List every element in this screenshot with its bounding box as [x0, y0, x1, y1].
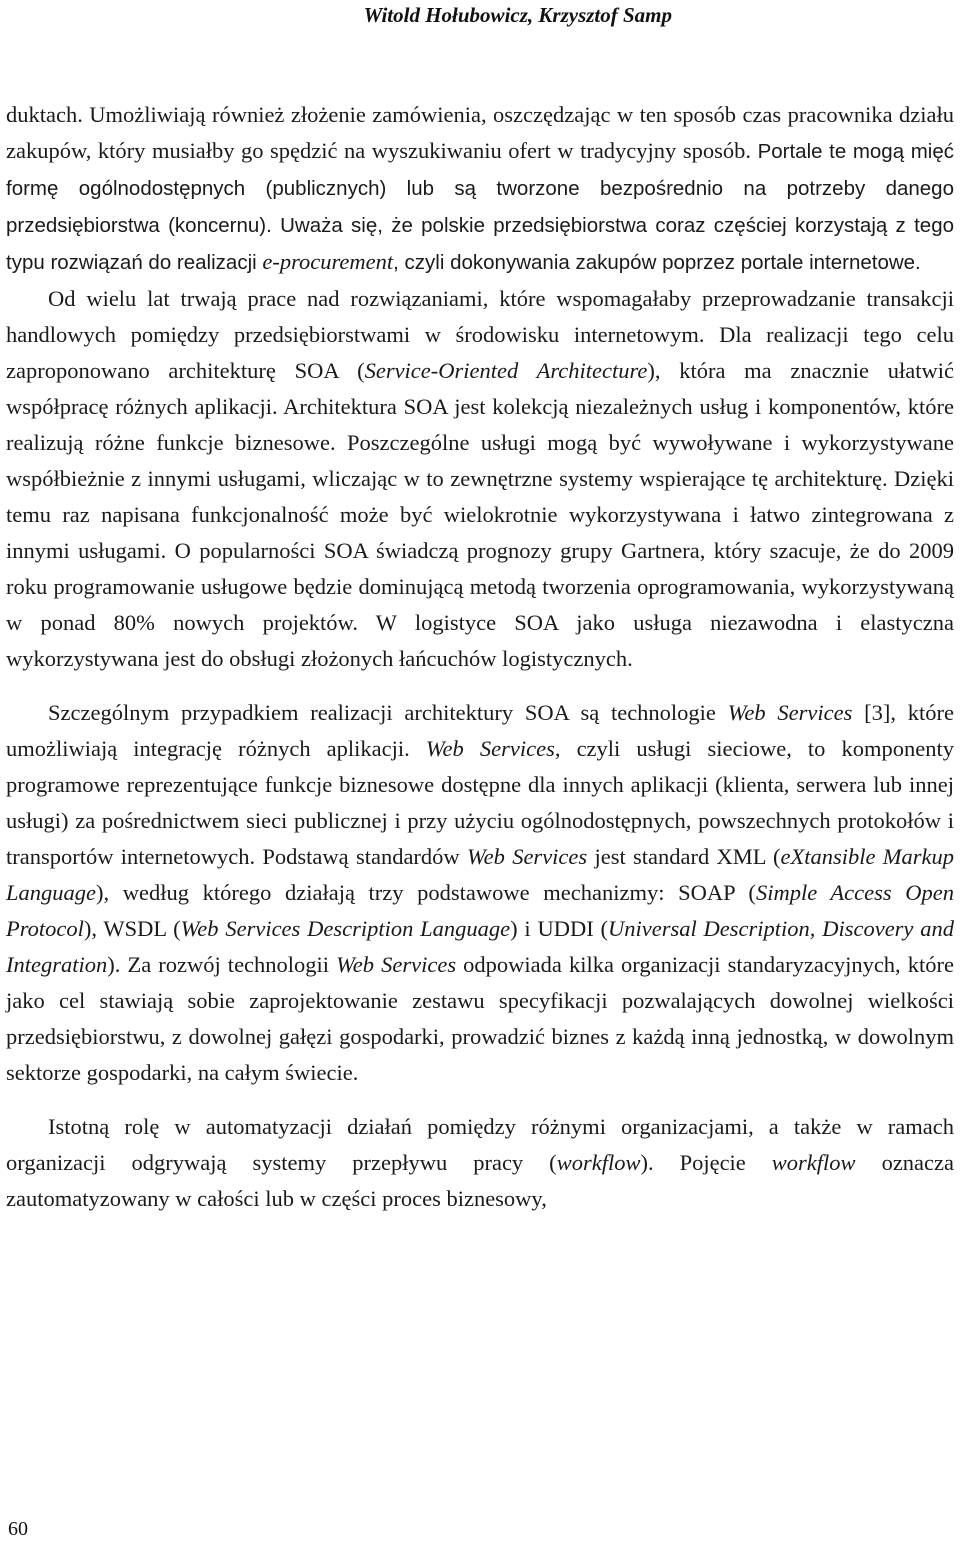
- document-body: [6, 97, 954, 1217]
- emphasis: Web Services: [727, 700, 853, 725]
- text-run: [3], które umożliwiają integrację różnych aplikacji.: [6, 700, 955, 761]
- text-run: Szczególnym przypadkiem realizacji architektury SOA są technologie: [48, 700, 728, 725]
- emphasis: Web Services: [336, 952, 457, 977]
- text-run: oznacza zautomatyzowany w całości lub w części proces biznesowy,: [6, 1150, 954, 1211]
- text-run: , czyli usługi sieciowe, to komponenty programowe reprezentujące funkcje biznesowe dostępne dla innych aplikacji (klienta, serwera lub innej usługi) za pośrednictwem sieci publicznej i przy użyciu ogólnodostępnych, powszechnych protokołów i transportów internetowych. Podstawą standardów: [6, 736, 955, 869]
- emphasis: Web Services: [425, 736, 555, 761]
- running-header: Witold Hołubowicz, Krzysztof Samp: [363, 3, 672, 27]
- text-run: Istotną rolę w automatyzacji działań pomiędzy różnymi organizacjami, a także w ramach organizacji odgrywają systemy przepływu pracy (: [6, 1114, 954, 1175]
- emphasis: Simple Access Open Protocol: [6, 880, 954, 941]
- text-run: ), według którego działają trzy podstawowe mechanizmy: SOAP (: [96, 880, 756, 905]
- emphasis: Universal Description, Discovery and Integration: [6, 916, 954, 977]
- paragraph-web-services: [6, 695, 954, 1091]
- paragraph-portals: [6, 97, 954, 281]
- text-run: Od wielu lat trwają prace nad rozwiązaniami, które wspomagałaby przeprowadzanie transakcji handlowych pomiędzy przedsiębiorstwami w środowisku internetowym. Dla realizacji tego celu zaproponowano architekturę SOA (: [6, 286, 954, 383]
- text-run: ), WSDL (: [83, 916, 181, 941]
- text-run: ). Pojęcie: [640, 1150, 772, 1175]
- text-run: duktach. Umożliwiają również złożenie zamówienia, oszczędzając w ten sposób czas pracownika działu zakupów, który musiałby go spędzić na wyszukiwaniu ofert w tradycyjny sposób.: [6, 102, 954, 163]
- emphasis: e-procurement: [262, 249, 394, 274]
- emphasis: eXtansible Markup Language: [6, 844, 955, 905]
- emphasis: workflow: [556, 1150, 641, 1175]
- text-run: odpowiada kilka organizacji standaryzacyjnych, które jako cel stawiają sobie zaprojektowanie zestawu specyfikacji pozwalających dowolnej wielkości przedsiębiorstwu, z dowolnej gałęzi gospodarki, prowadzić biznes z każdą inną jednostką, w dowolnym sektorze gospodarki, na całym świecie.: [6, 952, 954, 1085]
- emphasis: Web Services Description Language: [180, 916, 511, 941]
- text-run: , czyli dokonywania zakupów poprzez portale internetowe.: [393, 251, 921, 274]
- text-run: Portale te mogą mięć formę ogólnodostępnych (publicznych) lub są tworzone bezpośrednio na potrzeby danego przedsiębiorstwa (koncernu). Uważa się, że polskie przedsiębiorstwa coraz częściej korzystają z tego typu rozwiązań do realizacji: [6, 140, 954, 274]
- text-run: ). Za rozwój technologii: [107, 952, 337, 977]
- text-run: ) i UDDI (: [510, 916, 609, 941]
- paragraph-soa: [6, 281, 954, 677]
- paragraph-workflow: [6, 1109, 954, 1217]
- emphasis: workflow: [771, 1150, 856, 1175]
- page-number: 60: [8, 1518, 28, 1540]
- emphasis: Service-Oriented Architecture: [364, 358, 648, 383]
- text-run: ), która ma znacznie ułatwić współpracę różnych aplikacji. Architektura SOA jest kolekcją niezależnych usług i komponentów, które realizują różne funkcje biznesowe. Poszczególne usługi mogą być wywoływane i wykorzystywane współbieżnie z innymi usługami, wliczając w to zewnętrzne systemy wspierające tę architekturę. Dzięki temu raz napisana funkcjonalność może być wielokrotnie wykorzystywana i łatwo zintegrowana z innymi usługami. O popularności SOA świadczą prognozy grupy Gartnera, który szacuje, że do 2009 roku programowanie usługowe będzie dominującą metodą tworzenia oprogramowania, wykorzystywaną w ponad 80% nowych projektów. W logistyce SOA jako usługa niezawodna i elastyczna wykorzystywana jest do obsługi złożonych łańcuchów logistycznych.: [6, 358, 954, 671]
- emphasis: Web Services: [466, 844, 588, 869]
- text-run: jest standard XML (: [587, 844, 781, 869]
